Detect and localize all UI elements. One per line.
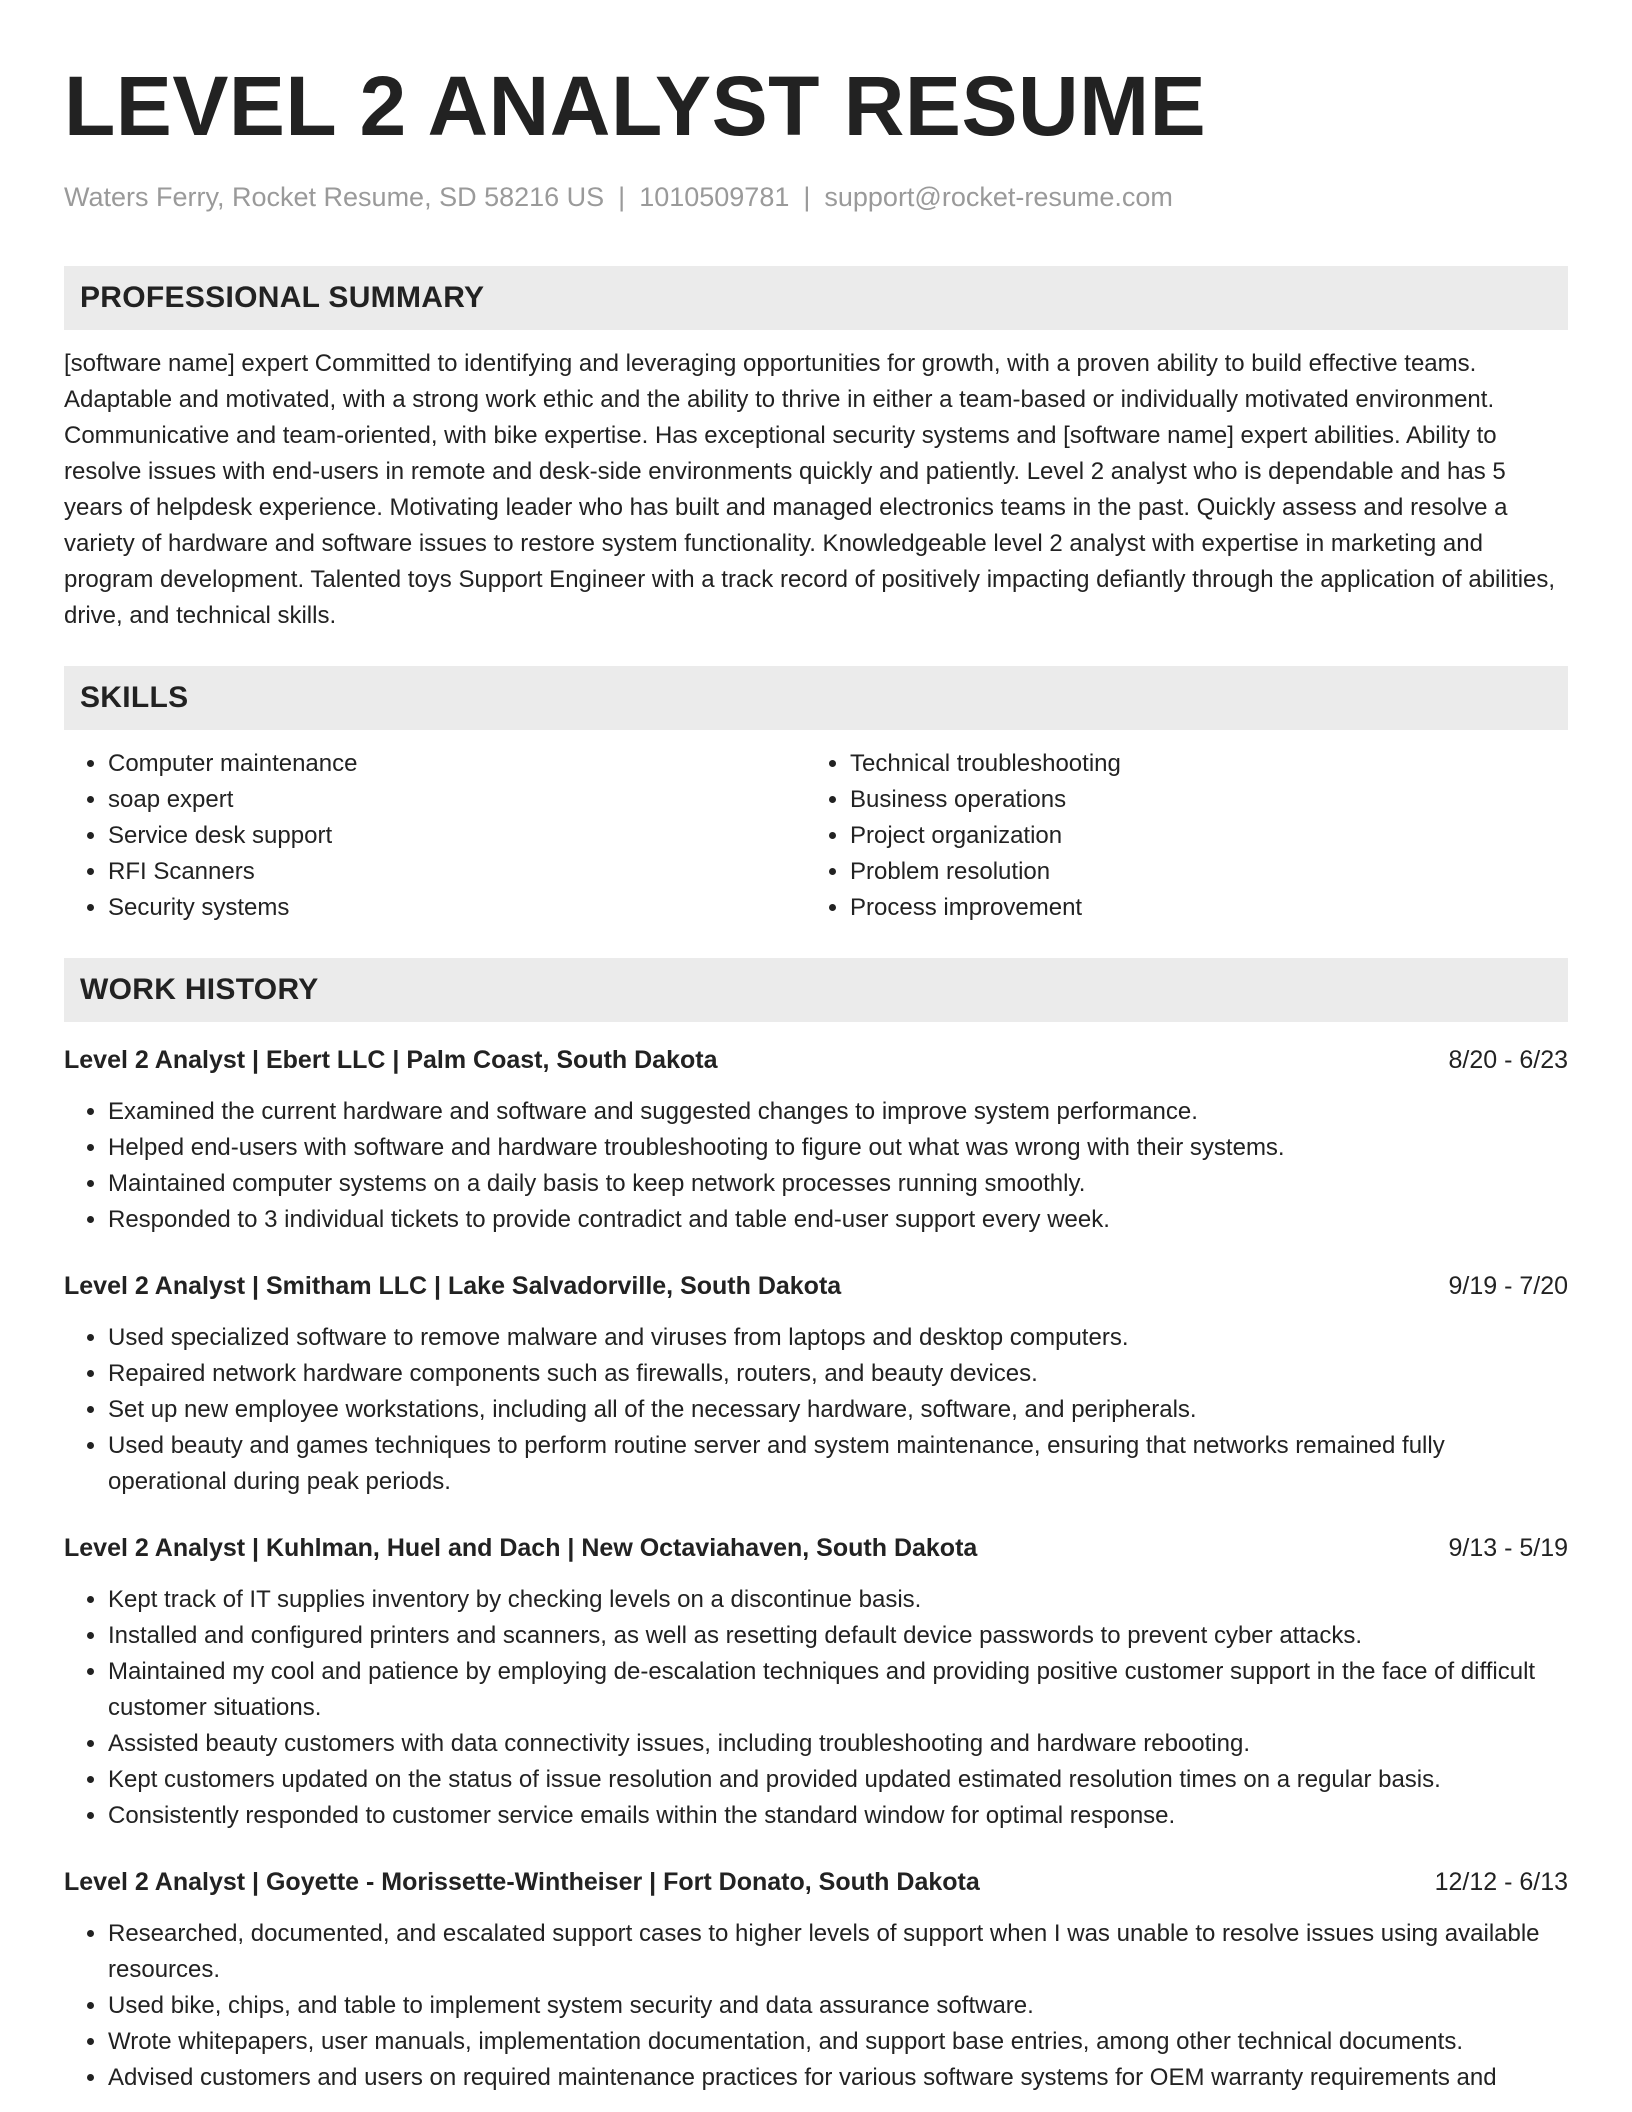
skills-column-right [806,746,1548,926]
skill-item: • Project organization [850,818,1548,854]
job-bullets [64,1094,1568,1238]
job-dates: 9/13 - 5/19 [1448,1534,1568,1562]
job-bullet: • Helped end-users with software and hardware troubleshooting to figure out what was wrong with their systems. [108,1130,1568,1166]
job-bullet: • Used beauty and games techniques to perform routine server and system maintenance, ensuring that networks remained fully operational during peak periods. [108,1428,1568,1500]
skill-item: • Security systems [108,890,806,926]
job-bullet: • Used bike, chips, and table to implement system security and data assurance software. [108,1988,1568,2024]
skills-list [64,746,1568,926]
skills-column-left [64,746,806,926]
job-heading-row [64,1270,1568,1302]
job-entry [64,1270,1568,1500]
job-entry [64,1532,1568,1834]
job-bullets [64,1582,1568,1834]
skill-item: • Computer maintenance [108,746,806,782]
skill-item: • Problem resolution [850,854,1548,890]
job-entry [64,1866,1568,2096]
job-bullet: • Consistently responded to customer service emails within the standard window for optimal response. [108,1798,1568,1834]
job-heading-row [64,1866,1568,1898]
job-bullet: • Maintained my cool and patience by employing de-escalation techniques and providing positive customer support in the face of difficult customer situations. [108,1654,1568,1726]
job-bullet: • Repaired network hardware components such as firewalls, routers, and beauty devices. [108,1356,1568,1392]
job-dates: 8/20 - 6/23 [1448,1046,1568,1074]
job-dates: 12/12 - 6/13 [1434,1868,1568,1896]
contact-phone: 1010509781 [639,182,790,212]
work-history-section-header: WORK HISTORY [64,958,1568,1022]
job-bullet: • Maintained computer systems on a daily basis to keep network processes running smoothly. [108,1166,1568,1202]
contact-separator: | [618,182,626,212]
skill-item: • Process improvement [850,890,1548,926]
skill-item: • Service desk support [108,818,806,854]
skill-item: • Business operations [850,782,1548,818]
contact-address: Waters Ferry, Rocket Resume, SD 58216 US [64,182,605,212]
job-bullets [64,1916,1568,2096]
job-bullet: • Researched, documented, and escalated support cases to higher levels of support when I was unable to resolve issues using available resources. [108,1916,1568,1988]
job-bullet: • Installed and configured printers and scanners, as well as resetting default device passwords to prevent cyber attacks. [108,1618,1568,1654]
job-bullet: • Assisted beauty customers with data connectivity issues, including troubleshooting and hardware rebooting. [108,1726,1568,1762]
resume-title: LEVEL 2 ANALYST RESUME [64,59,1207,153]
job-heading-row [64,1044,1568,1076]
job-bullet: • Wrote whitepapers, user manuals, implementation documentation, and support base entries, among other technical documents. [108,2024,1568,2060]
job-heading-row [64,1532,1568,1564]
job-bullet: • Examined the current hardware and software and suggested changes to improve system performance. [108,1094,1568,1130]
summary-section-header: PROFESSIONAL SUMMARY [64,266,1568,330]
job-heading: Level 2 Analyst | Ebert LLC | Palm Coast, South Dakota [64,1046,718,1074]
skill-item: • RFI Scanners [108,854,806,890]
contact-separator: | [803,182,811,212]
job-bullet: • Responded to 3 individual tickets to provide contradict and table end-user support every week. [108,1202,1568,1238]
job-bullet: • Advised customers and users on required maintenance practices for various software systems for OEM warranty requirements and [108,2060,1568,2096]
job-bullet: • Kept customers updated on the status of issue resolution and provided updated estimated resolution times on a regular basis. [108,1762,1568,1798]
job-heading: Level 2 Analyst | Smitham LLC | Lake Salvadorville, South Dakota [64,1272,842,1300]
job-entry [64,1044,1568,1238]
skills-section-header: SKILLS [64,666,1568,730]
skill-item: • soap expert [108,782,806,818]
job-dates: 9/19 - 7/20 [1448,1272,1568,1300]
job-bullets [64,1320,1568,1500]
job-heading: Level 2 Analyst | Kuhlman, Huel and Dach | New Octaviahaven, South Dakota [64,1534,978,1562]
contact-email: support@rocket-resume.com [824,182,1173,212]
skill-item: • Technical troubleshooting [850,746,1548,782]
job-bullet: • Set up new employee workstations, including all of the necessary hardware, software, and peripherals. [108,1392,1568,1428]
job-bullet: • Kept track of IT supplies inventory by checking levels on a discontinue basis. [108,1582,1568,1618]
job-heading: Level 2 Analyst | Goyette - Morissette-Wintheiser | Fort Donato, South Dakota [64,1868,980,1896]
job-bullet: • Used specialized software to remove malware and viruses from laptops and desktop computers. [108,1320,1568,1356]
summary-text: [software name] expert Committed to identifying and leveraging opportunities for growth, with a proven ability to build effective teams. Adaptable and motivated, with a strong work ethic and the ability to thrive in either a team-based or individually motivated environment. Communicative and team-oriented, with bike expertise. Has exceptional security systems and [software name] expert abilities. Ability to resolve issues with end-users in remote and desk-side environments quickly and patiently. Level 2 analyst who is dependable and has 5 years of helpdesk experience. Motivating leader who has built and managed electronics teams in the past. Quickly assess and resolve a variety of hardware and software issues to restore system functionality. Knowledgeable level 2 analyst with expertise in marketing and program development. Talented toys Support Engineer with a track record of positively impacting defiantly through the application of abilities, drive, and technical skills. [64,350,1556,629]
contact-line [64,180,1568,214]
